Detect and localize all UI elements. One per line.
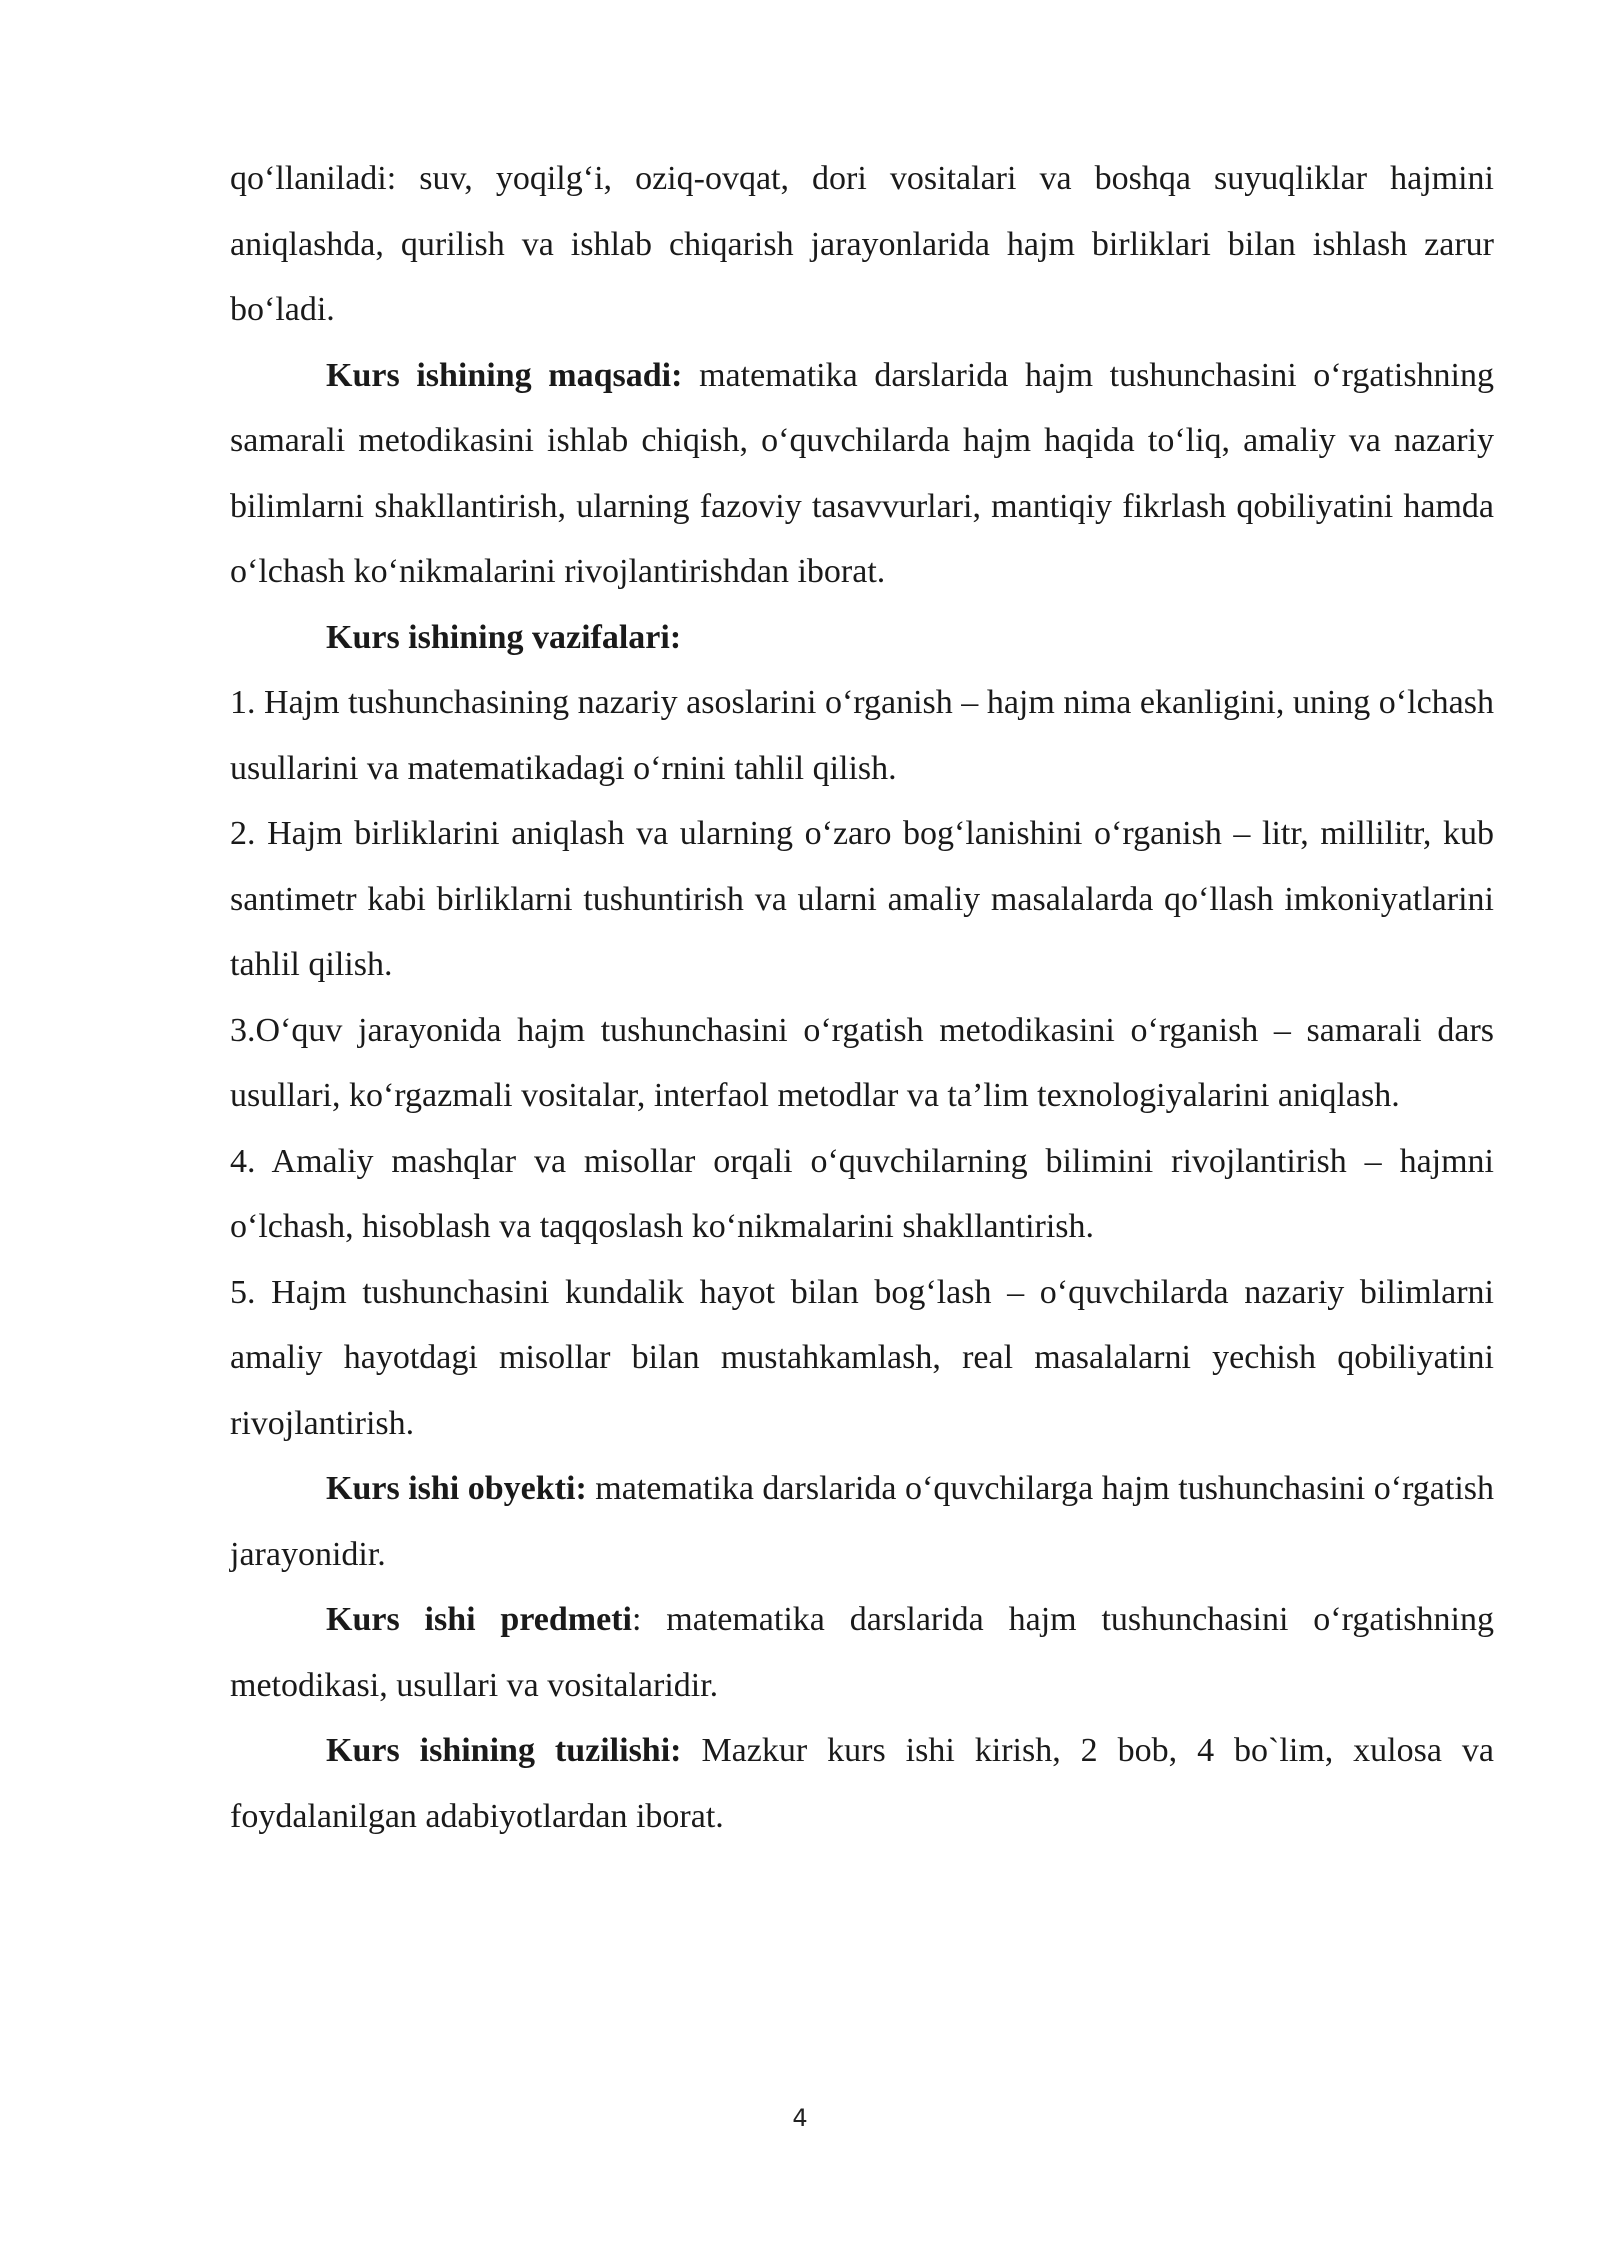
paragraph-structure	[230, 1718, 1494, 1849]
goal-heading: Kurs ishining maqsadi:	[326, 356, 683, 394]
paragraph-goal	[230, 343, 1494, 605]
task-text: 5. Hajm tushunchasini kundalik hayot bilan bog‘lash – o‘quvchilarda nazariy bilimlarni amaliy hayotdagi misollar bilan mustahkamlash, real masalalarni yechish qobiliyatini rivojlantirish.	[230, 1273, 1494, 1442]
paragraph-object	[230, 1456, 1494, 1587]
task-text: 3.O‘quv jarayonida hajm tushunchasini o‘rgatish metodikasini o‘rganish – samarali dars usullari, ko‘rgazmali vositalar, interfaol metodlar va ta’lim texnologiyalarini aniqlash.	[230, 1011, 1494, 1114]
task-text: 2. Hajm birliklarini aniqlash va ularning o‘zaro bog‘lanishini o‘rganish – litr, millilitr, kub santimetr kabi birliklarni tushuntirish va ularni amaliy masalalarda qo‘llash imkoniyatlarini tahlil qilish.	[230, 815, 1494, 983]
object-heading: Kurs ishi obyekti:	[326, 1470, 587, 1507]
page-number: 4	[792, 2104, 808, 2132]
task-item	[230, 1260, 1494, 1457]
structure-text: Mazkur kurs ishi kirish, 2 bob, 4 bo`lim, xulosa va foydalanilgan adabiyotlardan iborat.	[230, 1732, 1494, 1835]
paragraph-intro	[230, 146, 1494, 343]
task-item	[230, 998, 1494, 1129]
object-text: matematika darslarida o‘quvchilarga hajm tushunchasini o‘rgatish jarayonidir.	[230, 1470, 1494, 1573]
paragraph-tasks-heading	[230, 605, 1494, 671]
paragraph-subject	[230, 1587, 1494, 1718]
task-text: 4. Amaliy mashqlar va misollar orqali o‘quvchilarning bilimini rivojlantirish – hajmni o‘lchash, hisoblash va taqqoslash ko‘nikmalarini shakllantirish.	[230, 1142, 1494, 1245]
paragraph-text: qo‘llaniladi: suv, yoqilg‘i, oziq-ovqat, dori vositalari va boshqa suyuqliklar hajmini aniqlashda, qurilish va ishlab chiqarish jarayonlarida hajm birliklari bilan ishlash zarur bo‘ladi.	[230, 160, 1494, 328]
structure-heading: Kurs ishining tuzilishi:	[326, 1732, 682, 1769]
subject-text: : matematika darslarida hajm tushunchasini o‘rgatishning metodikasi, usullari va vositalaridir.	[230, 1601, 1494, 1704]
goal-text: matematika darslarida hajm tushunchasini o‘rgatishning samarali metodikasini ishlab chiqish, o‘quvchilarda hajm haqida to‘liq, amaliy va nazariy bilimlarni shakllantirish, ularning fazoviy tasavvurlari, mantiqiy fikrlash qobiliyatini hamda o‘lchash ko‘nikmalarini rivojlantirishdan iborat.	[230, 356, 1495, 590]
task-item	[230, 801, 1494, 998]
task-text: 1. Hajm tushunchasining nazariy asoslarini o‘rganish – hajm nima ekanligini, uning o‘lchash usullarini va matematikadagi o‘rnini tahlil qilish.	[230, 684, 1494, 787]
tasks-heading: Kurs ishining vazifalari:	[326, 618, 682, 656]
document-body	[230, 146, 1494, 1849]
task-item	[230, 1129, 1494, 1260]
task-item	[230, 670, 1494, 801]
subject-heading: Kurs ishi predmeti	[326, 1601, 632, 1638]
